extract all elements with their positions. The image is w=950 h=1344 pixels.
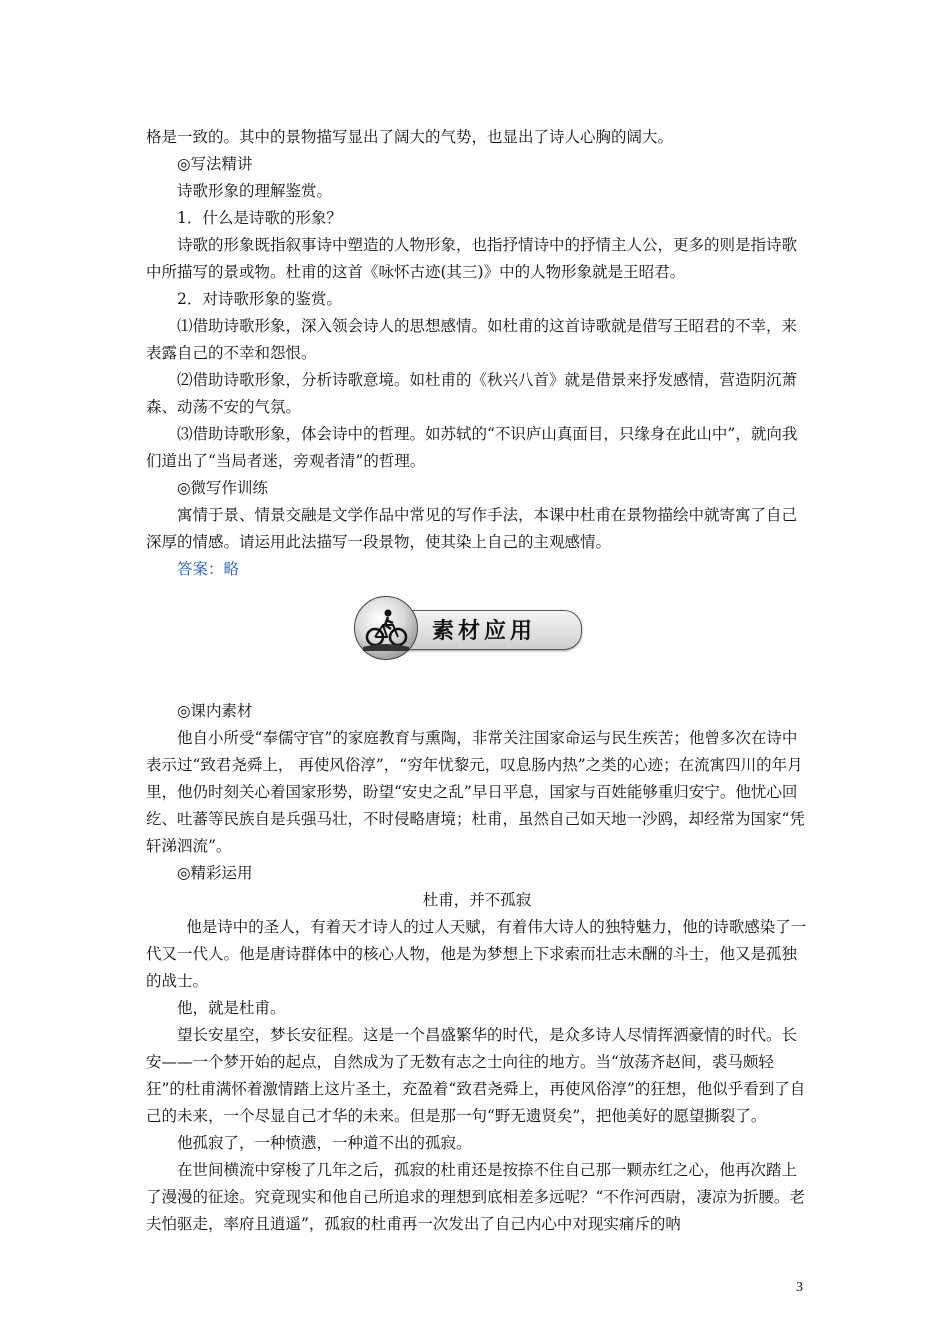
section-banner	[354, 596, 588, 660]
essay-paragraph-1: 他是诗中的圣人，有着天才诗人的过人天赋，有着伟大诗人的独特魅力，他的诗歌感染了一代又一代人。他是唐诗群体中的核心人物，他是为梦想上下求索而壮志未酬的斗士，他又是孤独的战士。	[146, 918, 807, 990]
essay-paragraph-5: 在世间横流中穿梭了几年之后，孤寂的杜甫还是按捺不住自己那一颗赤红之心，他再次踏上了漫漫的征途。究竟现实和他自己所追求的理想到底相差多远呢？“不作河西尉，凄凉为折腰。老夫怕驱走，率府且逍遥”，孤寂的杜甫再一次发出了自己内心中对现实痛斥的呐	[146, 1161, 805, 1233]
essay-title: 杜甫，并不孤寂	[422, 891, 532, 909]
essay-paragraph-3: 望长安星空，梦长安征程。这是一个昌盛繁华的时代，是众多诗人尽情挥洒豪情的时代。长安——一个梦开始的起点，自然成为了无数有志之士向往的地方。当“放荡齐赵间，裘马颇轻狂”的杜甫满怀着激情踏上这片圣土，充盈着“致君尧舜上，再使风俗淳”的狂想，他似乎看到了自己的未来，一个尽显自己才华的未来。但是那一句“野无遗贤矣”，把他美好的愿望撕裂了。	[146, 1026, 806, 1125]
inclass-text: 他自小所受“奉儒守官”的家庭教育与熏陶，非常关注国家命运与民生疾苦；他曾多次在诗中表示过“致君尧舜上， 再使风俗淳”，“穷年忧黎元，叹息肠内热”之类的心迹；在流寓四川的年月里，他仍时刻关心着国家形势，盼望“安史之乱”早日平息，国家与百姓能够重归安宁。他忧心回纥、吐蕃等民族自是兵强马壮，不时侵略唐境；杜甫，虽然自己如天地一沙鸥，却经常为国家“凭轩涕泗流”。	[146, 729, 805, 855]
section-writing	[146, 124, 808, 583]
essay-paragraph-4: 他孤寂了，一种愤懑，一种道不出的孤寂。	[177, 1134, 472, 1152]
section-material	[146, 698, 808, 1238]
question-1: 1．什么是诗歌的形象？	[177, 209, 342, 227]
writing-heading: ◎写法精讲	[177, 155, 253, 173]
page-number: 3	[796, 1280, 803, 1295]
continuation-line: 格是一致的。其中的景物描写显出了阔大的气势，也显出了诗人心胸的阔大。	[146, 128, 674, 146]
essay-paragraph-2: 他，就是杜甫。	[177, 999, 286, 1017]
micro-writing-heading: ◎微写作训练	[177, 479, 269, 497]
question-1-answer: 诗歌的形象既指叙事诗中塑造的人物形象，也指抒情诗中的抒情主人公，更多的则是指诗歌中所描写的景或物。杜甫的这首《咏怀古迹(其三)》中的人物形象就是王昭君。	[146, 236, 798, 281]
question-2: 2．对诗歌形象的鉴赏。	[177, 290, 342, 308]
answer-label: 答案：略	[177, 560, 240, 578]
inclass-heading: ◎课内素材	[177, 702, 253, 720]
use-heading: ◎精彩运用	[177, 864, 253, 882]
writing-intro: 诗歌形象的理解鉴赏。	[177, 182, 333, 200]
banner-circle	[354, 596, 418, 660]
micro-writing-text: 寓情于景、情景交融是文学作品中常见的写作手法，本课中杜甫在景物描绘中就寄寓了自己深厚的情感。请运用此法描写一段景物，使其染上自己的主观感情。	[146, 506, 798, 551]
banner-title: 素材应用	[432, 618, 537, 644]
cyclist-icon	[355, 597, 417, 659]
question-2-item-2: ⑵借助诗歌形象，分析诗歌意境。如杜甫的《秋兴八首》就是借景来抒发感情，营造阴沉萧森、动荡不安的气氛。	[146, 371, 798, 416]
question-2-item-3: ⑶借助诗歌形象，体会诗中的哲理。如苏轼的“不识庐山真面目，只缘身在此山中”，就向我们道出了“当局者迷，旁观者清”的哲理。	[146, 425, 798, 470]
question-2-item-1: ⑴借助诗歌形象，深入领会诗人的思想感情。如杜甫的这首诗歌就是借写王昭君的不幸，来表露自己的不幸和怨恨。	[146, 317, 798, 362]
